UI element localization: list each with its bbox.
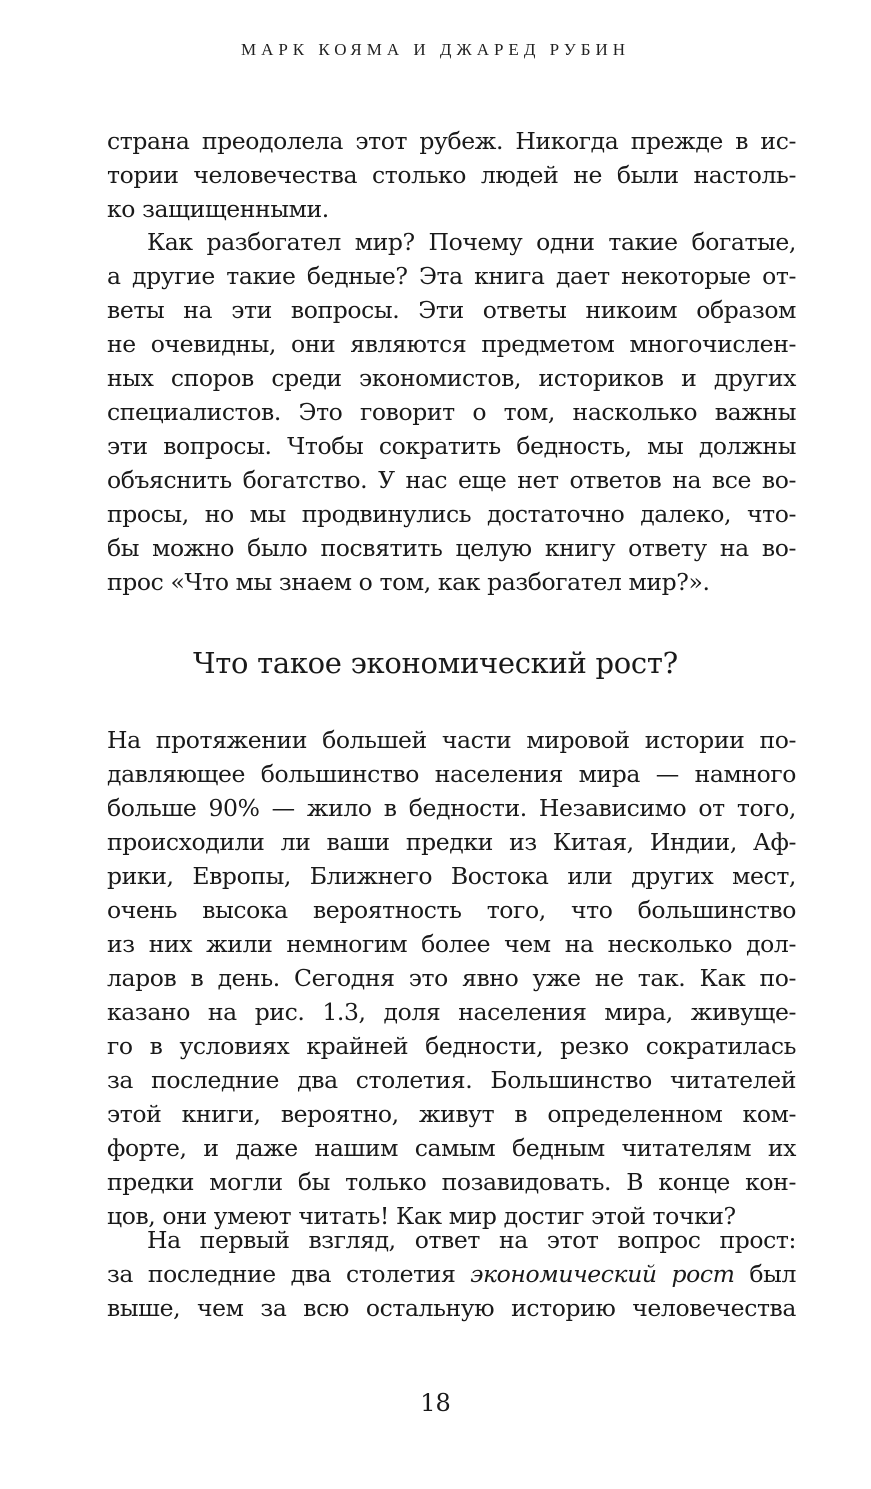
text-line: На протяжении большей части мировой истории по- — [107, 726, 796, 754]
text-line: а другие такие бедные? Эта книга дает некоторые от- — [107, 262, 796, 290]
text-line: цов, они умеют читать! Как мир достиг этой точки? — [107, 1202, 736, 1230]
paragraph-2 — [107, 225, 796, 599]
text-line: ных споров среди экономистов, историков и других — [107, 364, 796, 392]
text-line: специалистов. Это говорит о том, насколько важны — [107, 398, 796, 426]
text-line: ларов в день. Сегодня это явно уже не так. Как по- — [107, 964, 796, 992]
text-line: На первый взгляд, ответ на этот вопрос прост: — [147, 1226, 796, 1254]
text-line: Как разбогател мир? Почему одни такие богатые, — [147, 228, 796, 256]
page-number: 18 — [420, 1389, 451, 1417]
running-head: МАРК КОЯМА И ДЖАРЕД РУБИН — [240, 40, 631, 59]
paragraph-3 — [107, 723, 796, 1233]
text-line: веты на эти вопросы. Эти ответы никоим образом — [107, 296, 796, 324]
text-line: просы, но мы продвинулись достаточно далеко, что- — [107, 500, 796, 528]
text-line: происходили ли ваши предки из Китая, Индии, Аф- — [107, 828, 796, 856]
paragraph-1 — [107, 124, 796, 226]
text-line — [107, 1257, 796, 1291]
text-line: за последние два столетия. Большинство читателей — [107, 1066, 796, 1094]
text-line: рики, Европы, Ближнего Востока или других мест, — [107, 862, 796, 890]
text-line: предки могли бы только позавидовать. В конце кон- — [107, 1168, 796, 1196]
text-line: го в условиях крайней бедности, резко сократилась — [107, 1032, 796, 1060]
text-line: не очевидны, они являются предметом многочислен- — [107, 330, 796, 358]
text-line: этой книги, вероятно, живут в определенном ком- — [107, 1100, 796, 1128]
section-heading: Что такое экономический рост? — [193, 646, 678, 680]
text-line: бы можно было посвятить целую книгу ответу на во- — [107, 534, 796, 562]
text-line: больше 90% — жило в бедности. Независимо от того, — [107, 794, 796, 822]
italic-term: экономический рост — [470, 1260, 735, 1288]
text-line: эти вопросы. Чтобы сократить бедность, мы должны — [107, 432, 796, 460]
text-line: объяснить богатство. У нас еще нет ответов на все во- — [107, 466, 796, 494]
text-run: за последние два столетия — [107, 1260, 471, 1288]
text-line: страна преодолела этот рубеж. Никогда прежде в ис- — [107, 127, 796, 155]
text-line: форте, и даже нашим самым бедным читателям их — [107, 1134, 796, 1162]
text-line: прос «Что мы знаем о том, как разбогател мир?». — [107, 568, 710, 596]
text-line: очень высока вероятность того, что большинство — [107, 896, 796, 924]
text-line: казано на рис. 1.3, доля населения мира, живуще- — [107, 998, 796, 1026]
text-run: был — [734, 1260, 796, 1288]
paragraph-4 — [107, 1223, 796, 1325]
text-line: выше, чем за всю остальную историю человечества — [107, 1294, 796, 1322]
text-line: тории человечества столько людей не были настоль- — [107, 161, 796, 189]
text-line: давляющее большинство населения мира — намного — [107, 760, 796, 788]
text-line: ко защищенными. — [107, 195, 329, 223]
text-line: из них жили немногим более чем на несколько дол- — [107, 930, 796, 958]
